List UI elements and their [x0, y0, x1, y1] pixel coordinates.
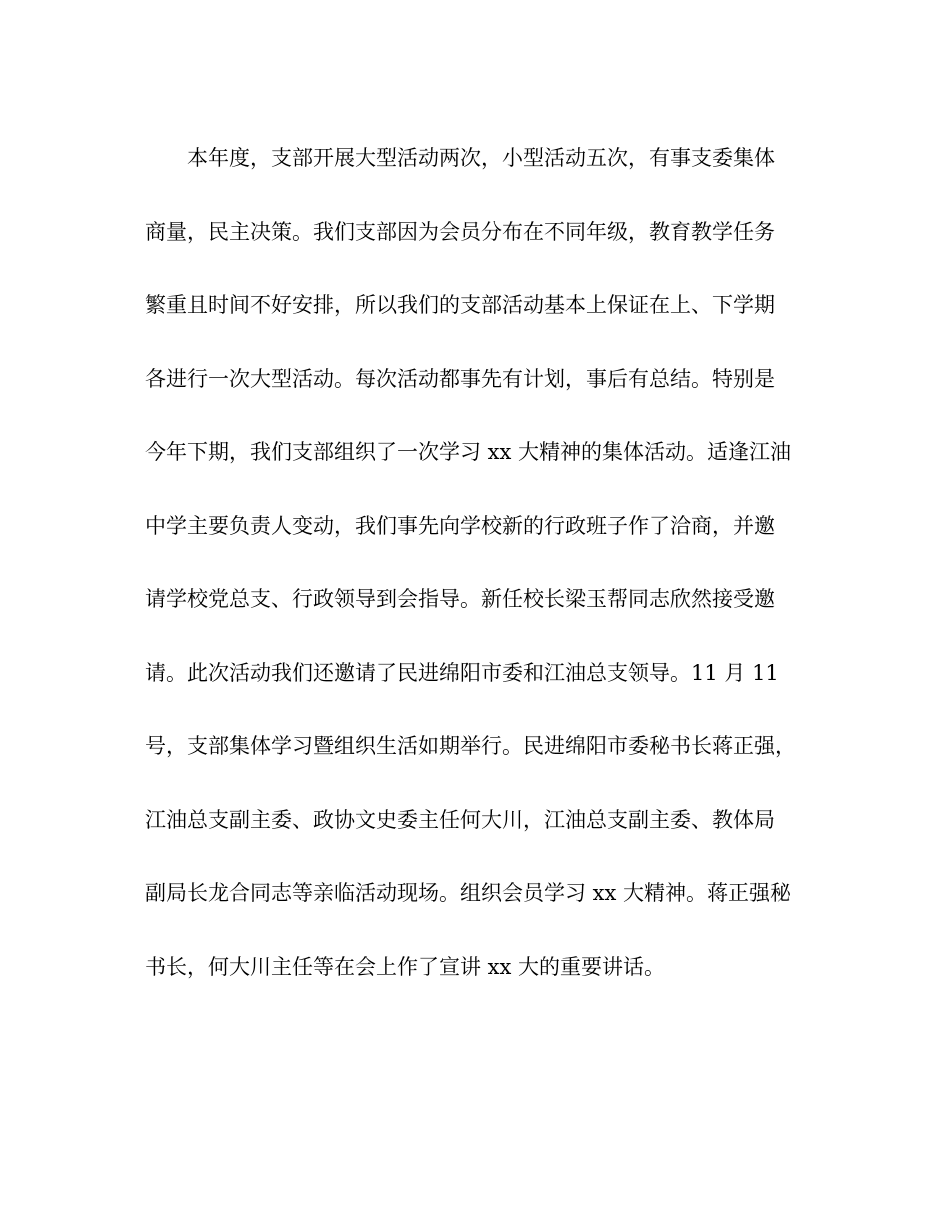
text-line: 请。此次活动我们还邀请了民进绵阳市委和江油总支领导。11 月 11: [145, 660, 779, 685]
text-line: 本年度，支部开展大型活动两次，小型活动五次，有事支委集体: [187, 146, 775, 170]
text-line: 江油总支副主委、政协文史委主任何大川，江油总支副主委、教体局: [145, 807, 775, 832]
text-line: 各进行一次大型活动。每次活动都事先有计划，事后有总结。特别是: [145, 366, 775, 391]
text-line: 繁重且时间不好安排，所以我们的支部活动基本上保证在上、下学期: [145, 293, 775, 317]
body-paragraph: [145, 137, 815, 1019]
text-line: 商量，民主决策。我们支部因为会员分布在不同年级，教育教学任务: [145, 219, 775, 244]
text-line: 请学校党总支、行政领导到会指导。新任校长梁玉帮同志欣然接受邀: [145, 587, 775, 611]
text-line: 副局长龙合同志等亲临活动现场。组织会员学习 xx 大精神。蒋正强秘: [145, 881, 792, 905]
text-line: 号，支部集体学习暨组织生活如期举行。民进绵阳市委秘书长蒋正强，: [145, 734, 796, 758]
text-line: 中学主要负责人变动，我们事先向学校新的行政班子作了洽商，并邀: [145, 513, 775, 538]
text-line: 书长，何大川主任等在会上作了宣讲 xx 大的重要讲话。: [145, 954, 666, 979]
text-line: 今年下期，我们支部组织了一次学习 xx 大精神的集体活动。适逢江油: [145, 440, 792, 464]
